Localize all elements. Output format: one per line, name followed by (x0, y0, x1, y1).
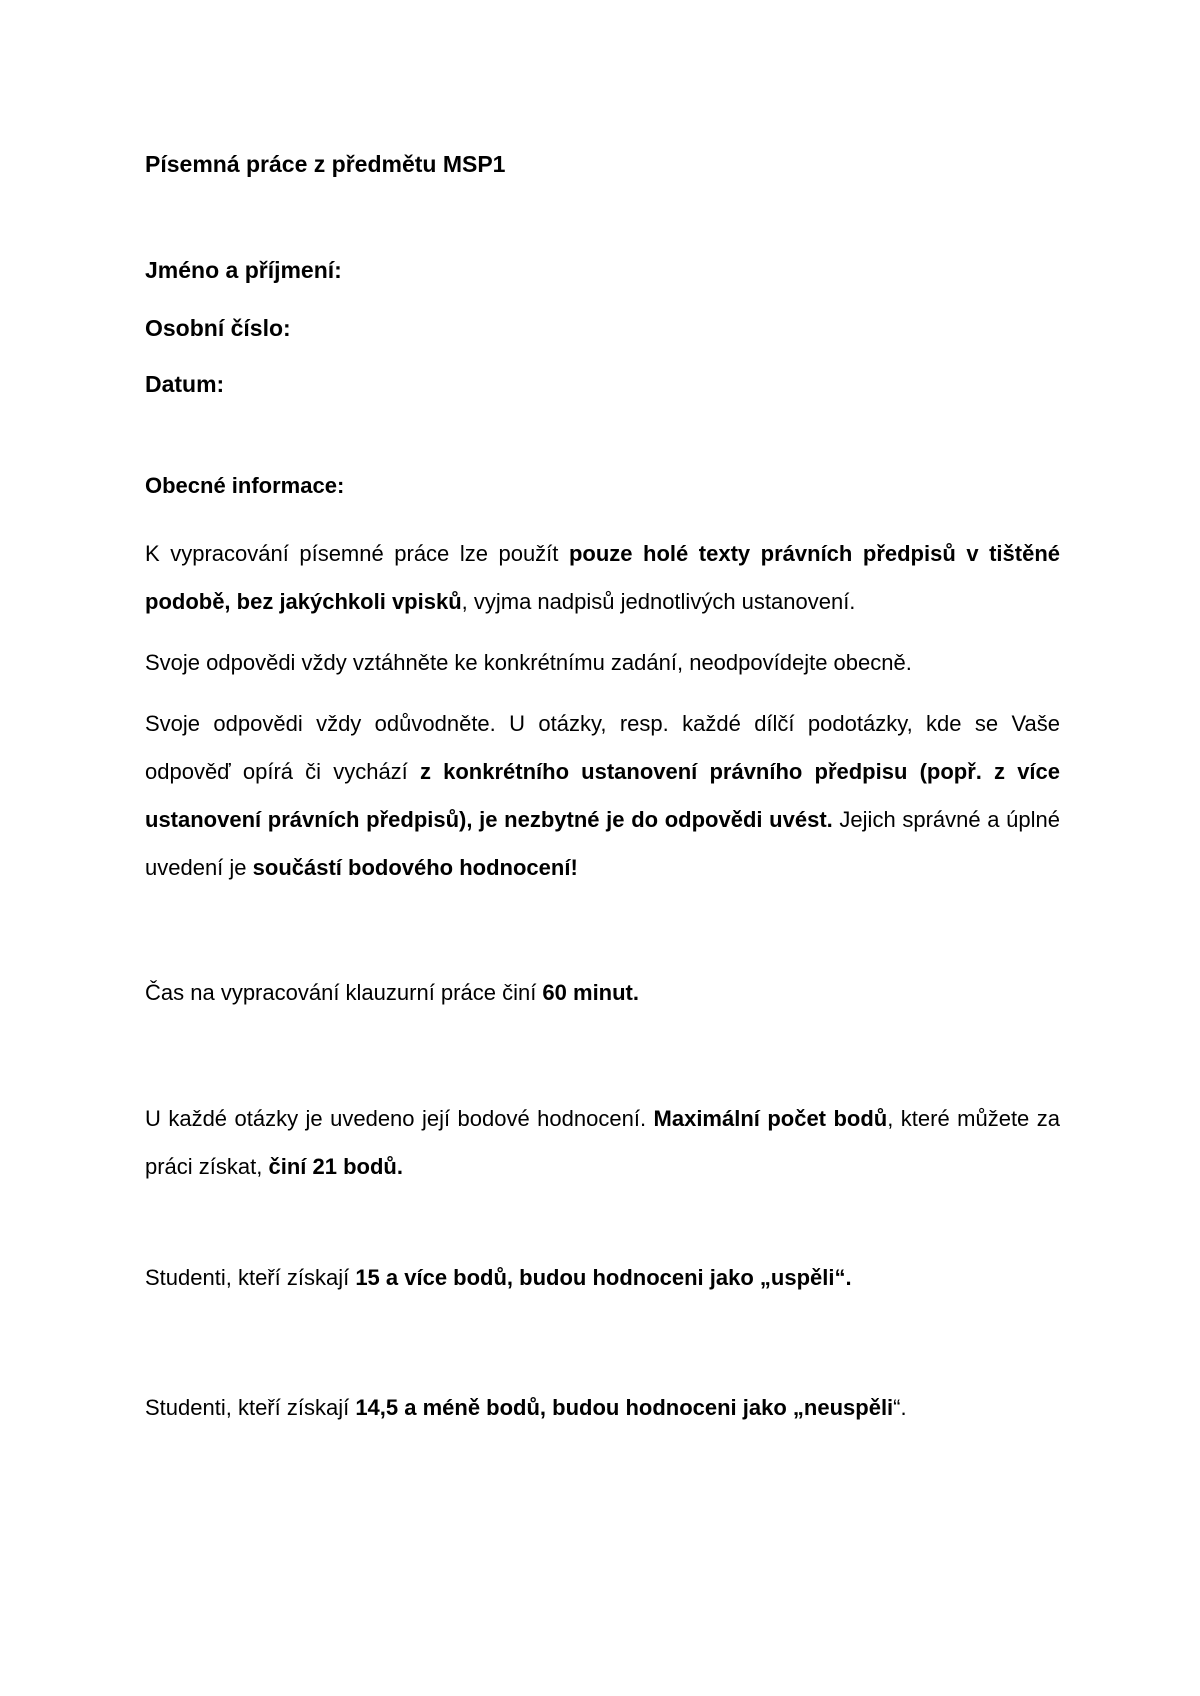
personal-number-field-label: Osobní číslo: (145, 315, 291, 341)
date-field-label: Datum: (145, 371, 225, 397)
document-title: Písemná práce z předmětu MSP1 (145, 151, 506, 177)
fail-criteria-text-end: “. (893, 1395, 907, 1420)
justify-answers-text-c: Jejich správné a úplné uvedení je (145, 807, 1061, 880)
pass-criteria-text: Studenti, kteří získají (145, 1265, 356, 1290)
points-paragraph (145, 1095, 1060, 1191)
points-text-bold: Maximální počet bodů (653, 1106, 888, 1131)
pass-criteria-paragraph (145, 1262, 1060, 1294)
fail-criteria-bold: 14,5 a méně bodů, budou hodnoceni jako „neuspěli (355, 1395, 894, 1420)
allowed-materials-text-bold: pouze holé texty právních předpisů v tištěné podobě, bez jakýchkoli vpisků (145, 541, 1060, 614)
time-limit-paragraph (145, 977, 1060, 1009)
allowed-materials-text-a: K vypracování písemné práce lze použít (145, 541, 569, 566)
allowed-materials-text-c: , vyjma nadpisů jednotlivých ustanovení. (461, 589, 856, 614)
time-limit-value: 60 minut. (542, 980, 639, 1005)
name-field-label: Jméno a příjmení: (145, 257, 342, 283)
points-text-a: U každé otázky je uvedeno její bodové hodnocení. (145, 1106, 654, 1131)
justify-answers-text-bold: z konkrétního ustanovení právního předpisu (popř. z více ustanovení právních předpisů), je nezbytné je do odpovědi uvést. (145, 759, 1061, 832)
relate-answers-paragraph: Svoje odpovědi vždy vztáhněte ke konkrétnímu zadání, neodpovídejte obecně. (145, 650, 912, 675)
justify-answers-text-a: Svoje odpovědi vždy odůvodněte. U otázky, resp. každé dílčí podotázky, kde se Vaše odpověď opírá či vychází (145, 711, 1060, 784)
pass-criteria-bold: 15 a více bodů, budou hodnoceni jako „uspěli“. (355, 1265, 852, 1290)
general-info-heading: Obecné informace: (145, 473, 345, 498)
fail-criteria-paragraph (145, 1392, 1060, 1424)
justify-answers-text-bold-2: součástí bodového hodnocení! (252, 855, 578, 880)
allowed-materials-paragraph (145, 530, 1060, 626)
points-text-c: , které můžete za práci získat, (145, 1106, 1060, 1179)
fail-criteria-text: Studenti, kteří získají (145, 1395, 356, 1420)
points-max-value: činí 21 bodů. (268, 1154, 403, 1179)
time-limit-text: Čas na vypracování klauzurní práce činí (145, 980, 543, 1005)
justify-answers-paragraph (145, 700, 1060, 892)
